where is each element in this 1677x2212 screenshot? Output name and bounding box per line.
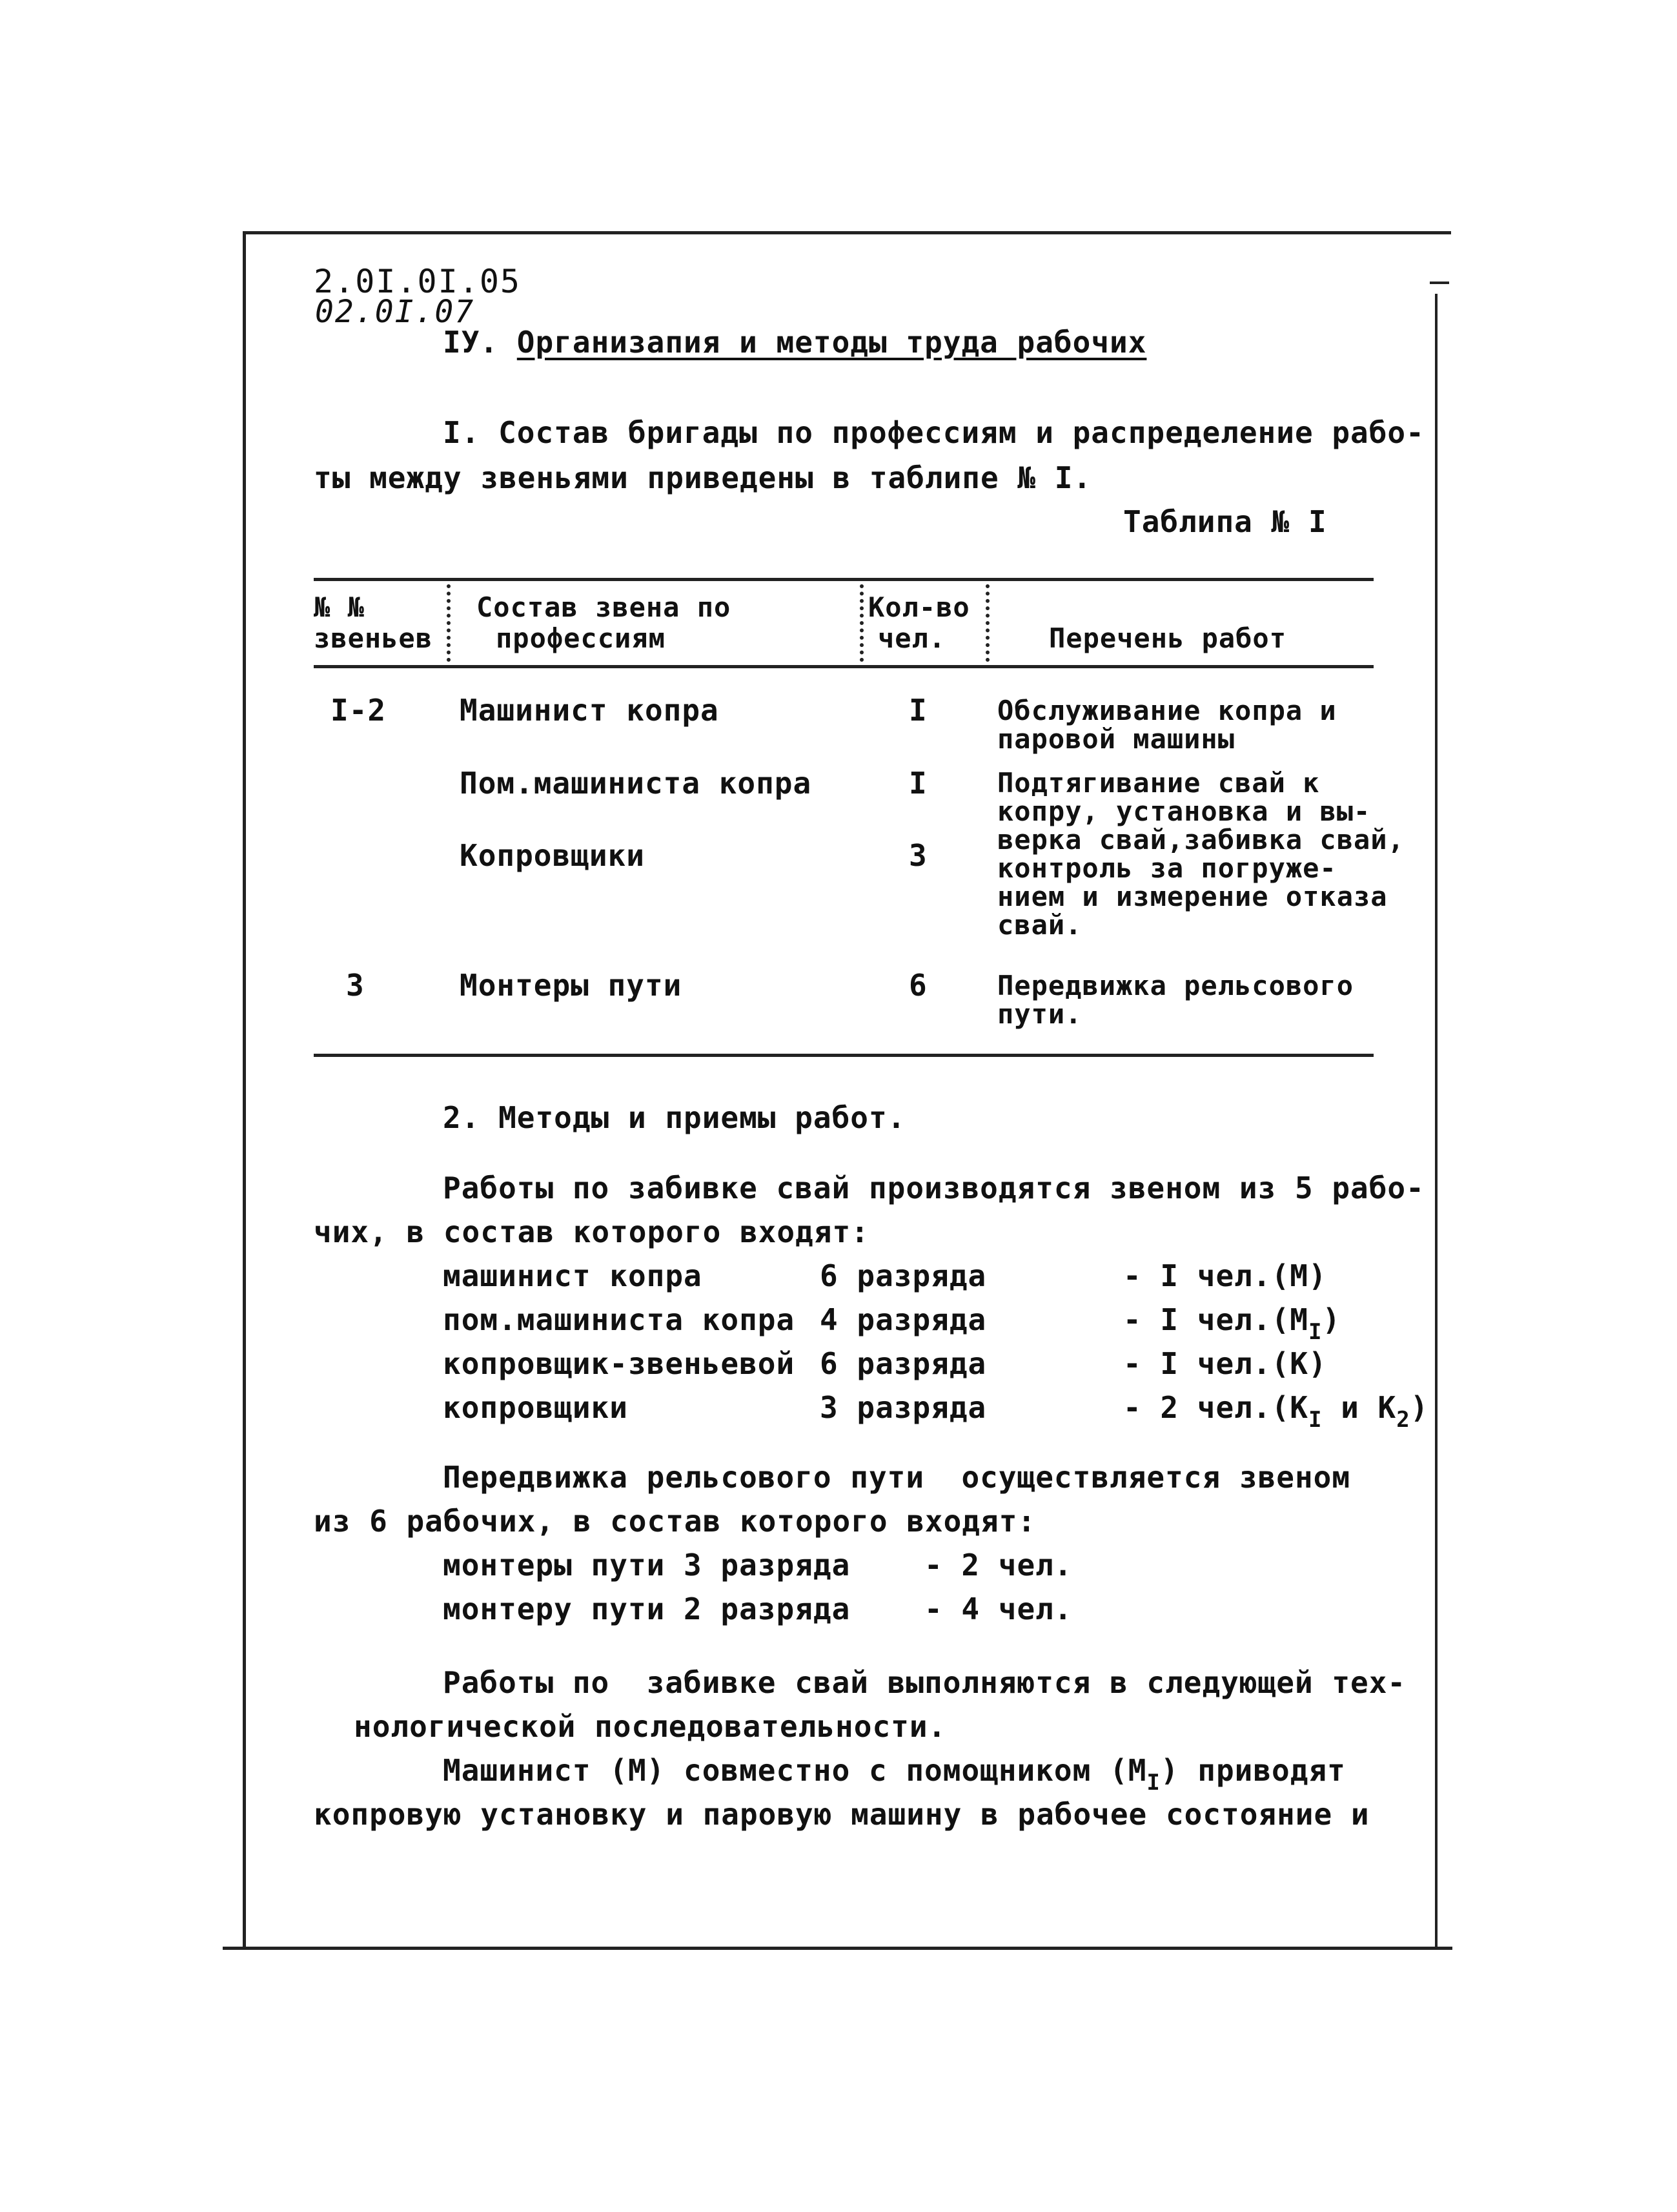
para1-line1: I. Состав бригады по профессиям и распределение рабо- — [443, 415, 1425, 450]
crew1-role-2: пом.машиниста копра — [443, 1302, 795, 1337]
crew1-role-1: машинист копра — [443, 1258, 702, 1293]
para4-line2: нологической последовательности. — [354, 1709, 947, 1744]
row2-count: I — [909, 766, 928, 801]
crew1-role-4: копровщики — [443, 1390, 628, 1425]
row4-profession: Монтеры пути — [460, 968, 682, 1003]
row4-count: 6 — [909, 968, 928, 1003]
section-number: IУ. — [443, 325, 499, 360]
crew2-count-2: - 4 чел. — [924, 1592, 1073, 1626]
table-header-rule — [314, 665, 1374, 668]
para4-line1: Работы по забивке свай выполняются в следующей тех- — [443, 1665, 1407, 1700]
header-col3-line2: чел. — [878, 622, 946, 654]
crew1-role-3: копровщик-звеньевой — [443, 1346, 795, 1381]
row2-profession: Пом.машиниста копра — [460, 766, 812, 801]
crew2-role-1: монтеры пути 3 разряда — [443, 1548, 851, 1582]
crew1-grade-3: 6 разряда — [820, 1346, 987, 1381]
para1-line2: ты между звеньями приведены в таблипе № I. — [314, 460, 1092, 495]
para2-line2: чих, в состав которого входят: — [314, 1214, 869, 1249]
crew1-count-1: - I чел.(М) — [1123, 1258, 1327, 1293]
row2-work-line1: Подтягивание свай к — [997, 767, 1320, 799]
row1-work-line2: паровой машины — [997, 723, 1235, 755]
row4-num: 3 — [346, 968, 365, 1003]
row2-work-line4: контроль за погруже- — [997, 852, 1337, 884]
header-col3-line1: Кол-во — [868, 591, 970, 623]
header-separator-3 — [986, 584, 990, 662]
row1-work-line1: Обслуживание копра и — [997, 695, 1337, 726]
header-col1-line1: № № — [314, 591, 365, 623]
header-separator-1 — [447, 584, 451, 662]
row2-work-line2: копру, установка и вы- — [997, 795, 1371, 827]
crew2-role-2: монтеру пути 2 разряда — [443, 1592, 851, 1626]
frame-right-tick — [1430, 282, 1449, 284]
section-title: Организапия и методы труда рабочих — [516, 325, 1147, 360]
para5-line1: Машинист (М) совместно с помощником $(М_I)$ приводят — [443, 1753, 1346, 1796]
frame-top-border — [243, 231, 1451, 234]
crew1-count-2: - I $чел.(М_I)$ — [1123, 1302, 1341, 1345]
row1-num: I-2 — [330, 693, 387, 728]
para3-line1: Передвижка рельсового пути осуществляется звеном — [443, 1460, 1351, 1495]
crew1-count-4: - 2 $чел.(К_I$ и $К_2$) — [1123, 1390, 1429, 1433]
crew1-grade-1: 6 разряда — [820, 1258, 987, 1293]
row1-profession: Машинист копра — [460, 693, 719, 728]
crew2-count-1: - 2 чел. — [924, 1548, 1073, 1582]
section2-heading: 2. Методы и приемы работ. — [443, 1100, 906, 1135]
para5-line2: копровую установку и паровую машину в рабочее состояние и — [314, 1797, 1370, 1832]
table-caption: Таблипа № I — [1123, 504, 1327, 539]
para3-line2: из 6 рабочих, в состав которого входят: — [314, 1504, 1037, 1539]
row1-count: I — [909, 693, 928, 728]
row2-work-line5: нием и измерение отказа — [997, 881, 1388, 912]
row4-work-line2: пути. — [997, 998, 1082, 1030]
header-col1-line2: звеньев — [314, 622, 433, 654]
section-heading — [443, 324, 1146, 360]
frame-right-border — [1435, 294, 1438, 1947]
doc-code: 2.0I.0I.05 — [314, 263, 522, 300]
row3-profession: Копровщики — [460, 838, 645, 873]
row2-work-line3: верка свай,забивка свай, — [997, 824, 1405, 855]
row3-count: 3 — [909, 838, 928, 873]
table-bottom-rule — [314, 1054, 1374, 1057]
crew1-grade-2: 4 разряда — [820, 1302, 987, 1337]
frame-left-border — [243, 231, 246, 1949]
header-col4: Перечень работ — [1049, 622, 1287, 654]
row2-work-line6: свай. — [997, 909, 1082, 941]
header-separator-2 — [860, 584, 864, 662]
frame-bottom-border — [223, 1947, 1452, 1950]
table-top-rule — [314, 578, 1374, 581]
crew1-grade-4: 3 разряда — [820, 1390, 987, 1425]
header-col2-line2: профессиям — [496, 622, 666, 654]
crew1-count-3: - I чел.(К) — [1123, 1346, 1327, 1381]
header-col2-line1: Состав звена по — [476, 591, 731, 623]
doc-code-handwritten: 02.0I.07 — [315, 294, 475, 330]
para2-line1: Работы по забивке свай производятся звеном из 5 рабо- — [443, 1171, 1425, 1205]
row4-work-line1: Передвижка рельсового — [997, 970, 1354, 1001]
